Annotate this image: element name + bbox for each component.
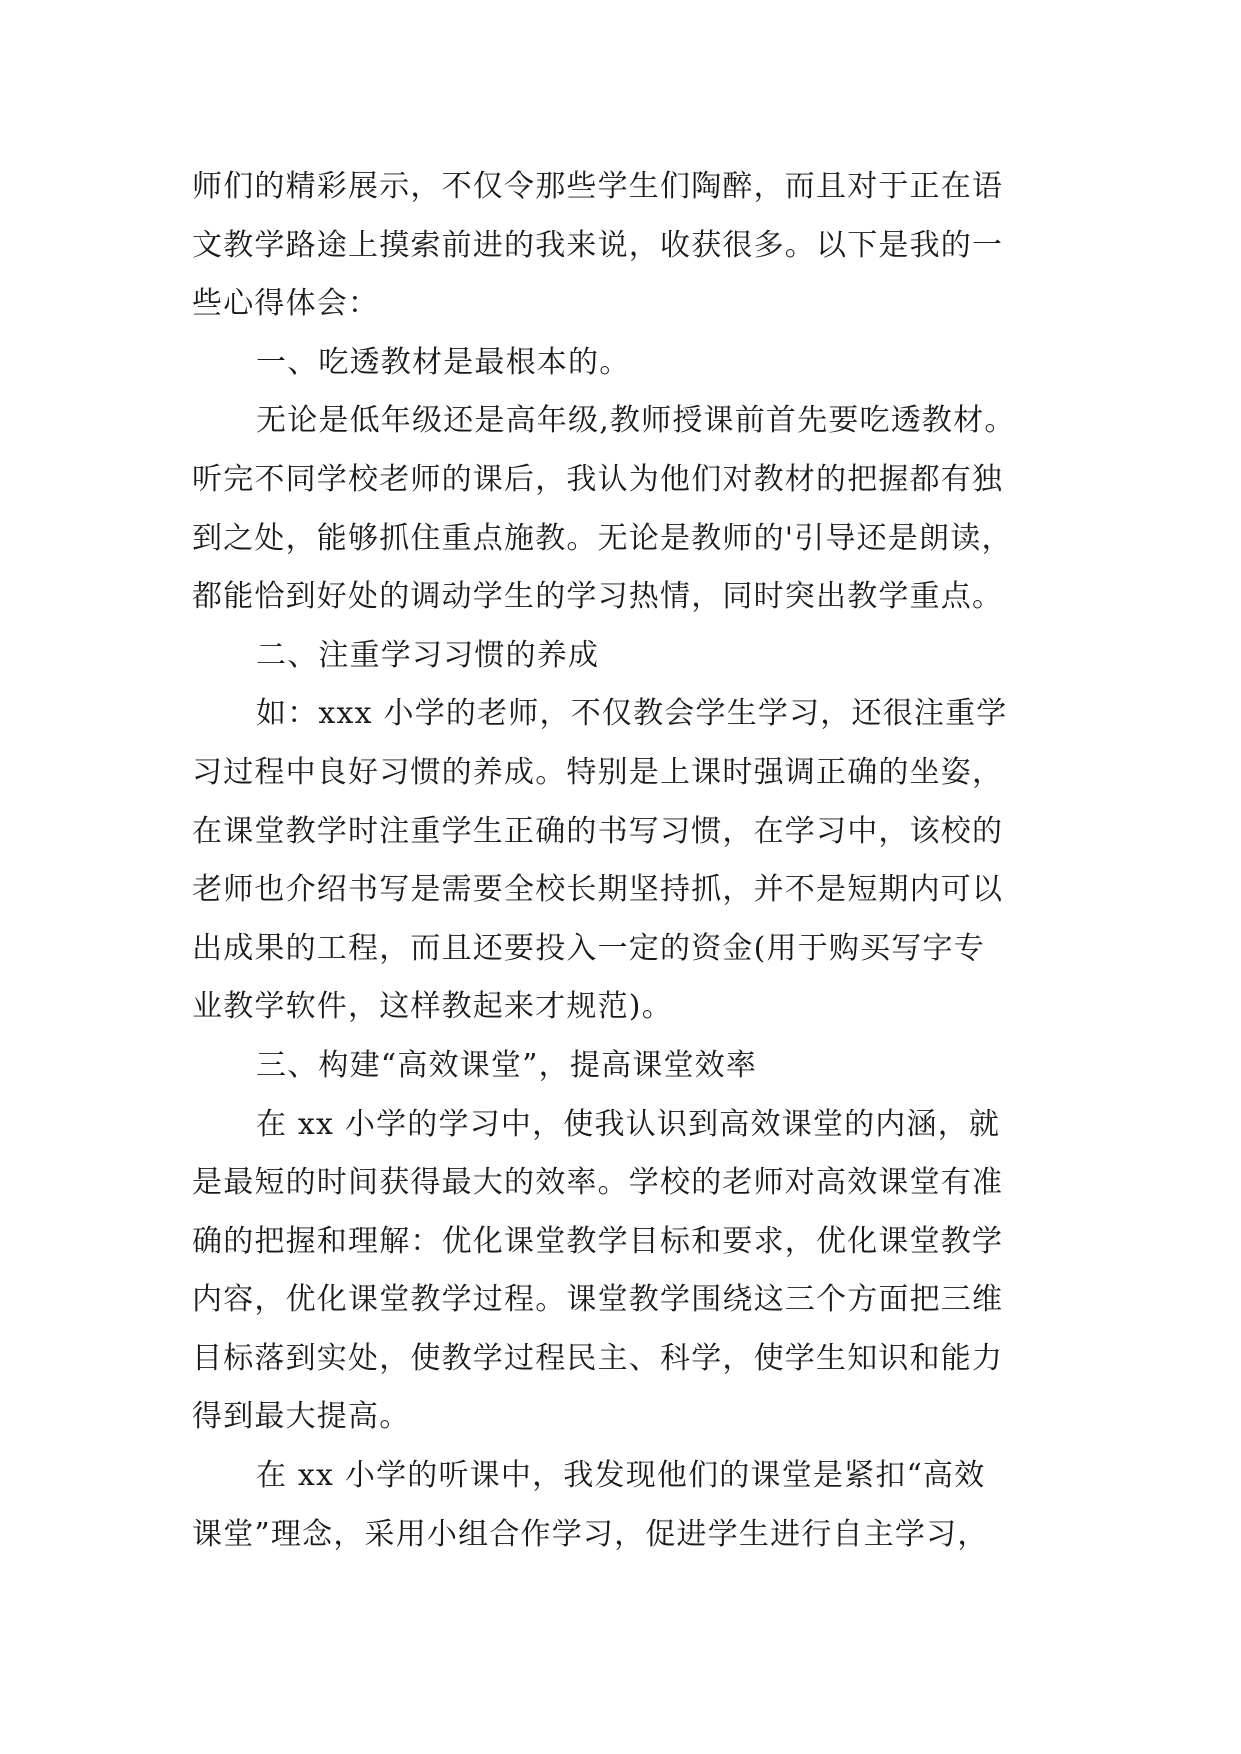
text-line: 出成果的工程，而且还要投入一定的资金(用于购买写字专 (192, 930, 985, 966)
text-line: 得到最大提高。 (192, 1399, 411, 1435)
text-line: 确的把握和理解：优化课堂教学目标和要求，优化课堂教学 (192, 1223, 1004, 1259)
paragraph-first-line: 三、构建“高效课堂”，提高课堂效率 (256, 1047, 758, 1083)
text-line: 师们的精彩展示，不仅令那些学生们陶醉，而且对于正在语 (192, 169, 1004, 204)
text-line: 习过程中良好习惯的养成。特别是上课时强调正确的坐姿， (192, 754, 1004, 790)
text-line: 在课堂教学时注重学生正确的书写习惯，在学习中，该校的 (192, 813, 1004, 849)
paragraph-first-line: 如：xxx 小学的老师，不仅教会学生学习，还很注重学 (256, 696, 1008, 732)
text-line: 都能恰到好处的调动学生的学习热情，同时突出教学重点。 (192, 579, 1004, 615)
text-line: 老师也介绍书写是需要全校长期坚持抓，并不是短期内可以 (192, 872, 1004, 908)
text-line: 内容，优化课堂教学过程。课堂教学围绕这三个方面把三维 (192, 1282, 1004, 1318)
paragraph-first-line: 一、吃透教材是最根本的。 (256, 344, 631, 380)
text-line: 听完不同学校老师的课后，我认为他们对教材的把握都有独 (192, 461, 1004, 497)
paragraph-first-line: 在 xx 小学的学习中，使我认识到高效课堂的内涵，就 (256, 1106, 1001, 1142)
text-line: 课堂”理念，采用小组合作学习，促进学生进行自主学习， (192, 1516, 989, 1552)
text-line: 到之处，能够抓住重点施教。无论是教师的'引导还是朗读， (192, 520, 1013, 556)
paragraph-first-line: 无论是低年级还是高年级,教师授课前首先要吃透教材。 (256, 403, 1016, 439)
text-line: 文教学路途上摸索前进的我来说，收获很多。以下是我的一 (192, 227, 1004, 263)
paragraph-first-line: 二、注重学习习惯的养成 (256, 637, 600, 673)
paragraph-first-line: 在 xx 小学的听课中，我发现他们的课堂是紧扣“高效 (256, 1458, 986, 1494)
text-line: 些心得体会： (192, 286, 380, 322)
text-line: 目标落到实处，使教学过程民主、科学，使学生知识和能力 (192, 1340, 1004, 1376)
text-line: 是最短的时间获得最大的效率。学校的老师对高效课堂有准 (192, 1165, 1004, 1201)
document-body (192, 158, 1072, 1564)
text-line: 业教学软件，这样教起来才规范)。 (192, 989, 673, 1025)
